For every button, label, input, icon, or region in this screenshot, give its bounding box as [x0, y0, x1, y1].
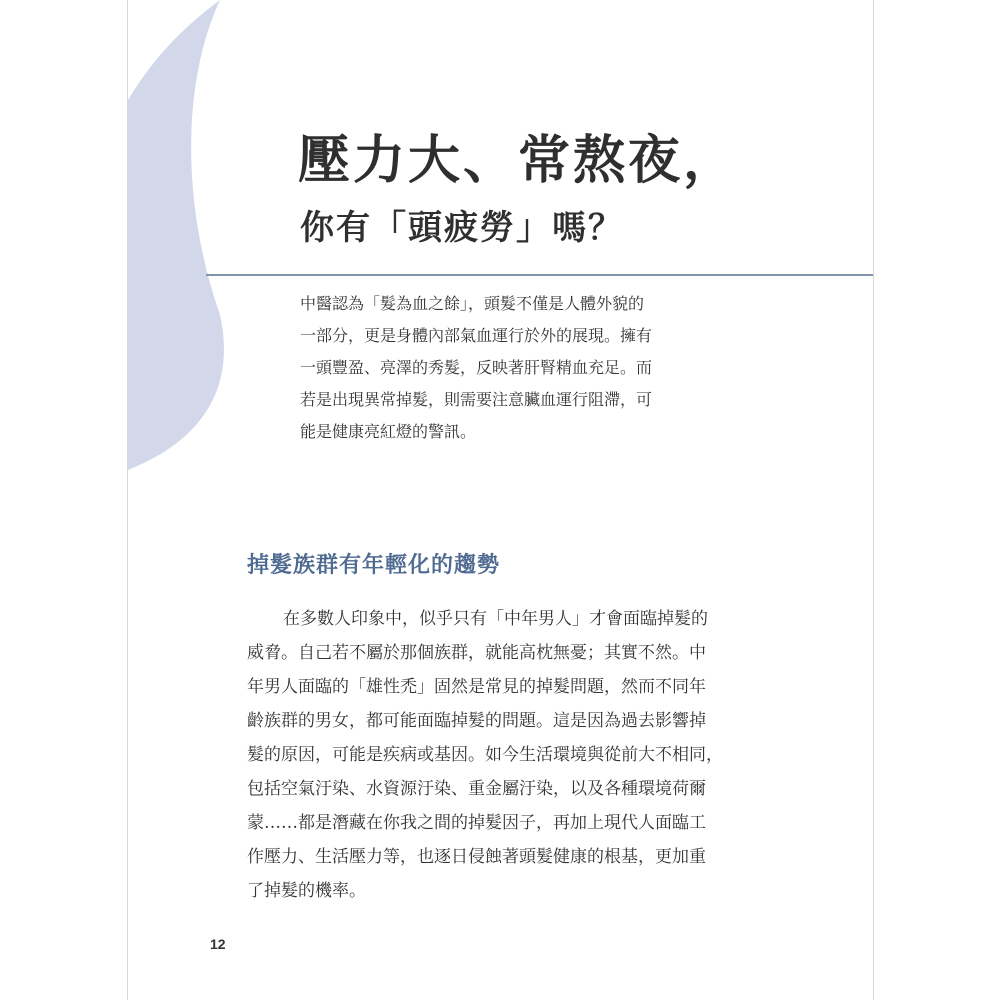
- body-line: 了掉髮的機率。: [247, 881, 366, 901]
- body-line: 作壓力、生活壓力等，也逐日侵蝕著頭髮健康的根基，更加重: [247, 847, 706, 867]
- page-subtitle: 你有「頭疲勞」嗎？: [300, 208, 624, 248]
- body-line: 威脅。自己若不屬於那個族群，就能高枕無憂；其實不然。中: [247, 643, 706, 663]
- intro-line: 一部分，更是身體內部氣血運行於外的展現。擁有: [300, 326, 653, 345]
- body-line: 年男人面臨的「雄性禿」固然是常見的掉髮問題，然而不同年: [247, 677, 706, 697]
- body-line: 髮的原因，可能是疾病或基因。如今生活環境與從前大不相同，: [247, 745, 723, 765]
- page-title: 壓力大、常熬夜，: [298, 131, 739, 191]
- book-page: [128, 0, 873, 1000]
- body-line: 包括空氣汙染、水資源汙染、重金屬汙染，以及各種環境荷爾: [247, 779, 706, 799]
- intro-paragraph: [300, 288, 720, 448]
- intro-line: 能是健康亮紅燈的警訊。: [300, 422, 477, 441]
- section-heading: 掉髮族群有年輕化的趨勢: [247, 552, 501, 578]
- page-number: 12: [210, 936, 226, 952]
- intro-line: 若是出現異常掉髮，則需要注意臟血運行阻滯，可: [300, 390, 653, 409]
- body-line: 在多數人印象中，似乎只有「中年男人」才會面臨掉髮的: [283, 609, 708, 629]
- decorative-drop-shape: [128, 0, 288, 480]
- title-divider: [206, 274, 873, 276]
- body-line: 蒙……都是潛藏在你我之間的掉髮因子，再加上現代人面臨工: [247, 813, 706, 833]
- intro-line: 中醫認為「髮為血之餘」，頭髮不僅是人體外貌的: [300, 294, 645, 313]
- intro-line: 一頭豐盈、亮澤的秀髮，反映著肝腎精血充足。而: [300, 358, 653, 377]
- drop-shape-fill: [128, 0, 224, 470]
- body-line: 齡族群的男女，都可能面臨掉髮的問題。這是因為過去影響掉: [247, 711, 706, 731]
- body-paragraph: [247, 602, 767, 908]
